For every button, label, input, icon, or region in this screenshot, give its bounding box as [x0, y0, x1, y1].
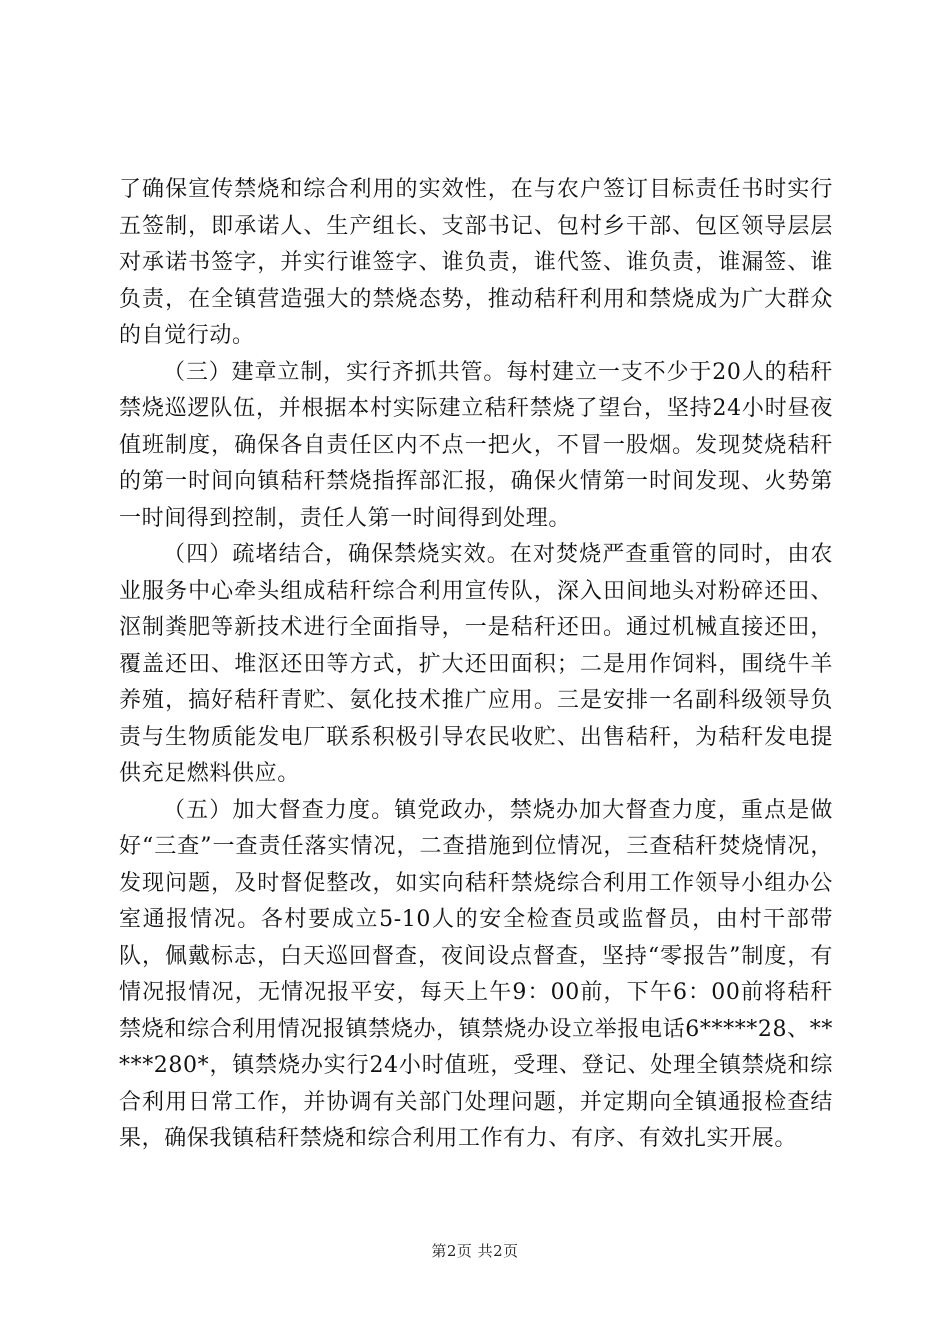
- paragraph-continuation: 了确保宣传禁烧和综合利用的实效性，在与农户签订目标责任书时实行五签制，即承诺人、生产组长、支部书记、包村乡干部、包区领导层层对承诺书签字，并实行谁签字、谁负责，谁代签、谁负责，谁漏签、谁负责，在全镇营造强大的禁烧态势，推动秸秆利用和禁烧成为广大群众的自觉行动。: [119, 177, 833, 348]
- page-number-footer: 第2页 共2页: [431, 1242, 519, 1260]
- paragraph-section-4: （四）疏堵结合，确保禁烧实效。在对焚烧严查重管的同时，由农业服务中心牵头组成秸秆综合利用宣传队，深入田间地头对粉碎还田、沤制粪肥等新技术进行全面指导，一是秸秆还田。通过机械直接还田，覆盖还田、堆沤还田等方式，扩大还田面积；二是用作饲料，围绕牛羊养殖，搞好秸秆青贮、氨化技术推广应用。三是安排一名副科级领导负责与生物质能发电厂联系积极引导农民收贮、出售秸秆，为秸秆发电提供充足燃料供应。: [119, 542, 833, 786]
- paragraph-section-3: （三）建章立制，实行齐抓共管。每村建立一支不少于20人的秸秆禁烧巡逻队伍，并根据本村实际建立秸秆禁烧了望台，坚持24小时昼夜值班制度，确保各自责任区内不点一把火，不冒一股烟。发现焚烧秸秆的第一时间向镇秸秆禁烧指挥部汇报，确保火情第一时间发现、火势第一时间得到控制，责任人第一时间得到处理。: [119, 359, 833, 531]
- document-body: [119, 172, 833, 1158]
- paragraph-section-5: （五）加大督查力度。镇党政办，禁烧办加大督查力度，重点是做好“三查”一查责任落实情况，二查措施到位情况，三查秸秆焚烧情况，发现问题，及时督促整改，如实向秸秆禁烧综合利用工作领导小组办公室通报情况。各村要成立5-10人的安全检查员或监督员，由村干部带队，佩戴标志，白天巡回督查，夜间设点督查，坚持“零报告”制度，有情况报情况，无情况报平安，每天上午9：00前，下午6：00前将秸秆禁烧和综合利用情况报镇禁烧办，镇禁烧办设立举报电话6*****28、*****280*，镇禁烧办实行24小时值班，受理、登记、处理全镇禁烧和综合利用日常工作，并协调有关部门处理问题，并定期向全镇通报检查结果，确保我镇秸秆禁烧和综合利用工作有力、有序、有效扎实开展。: [119, 797, 833, 1151]
